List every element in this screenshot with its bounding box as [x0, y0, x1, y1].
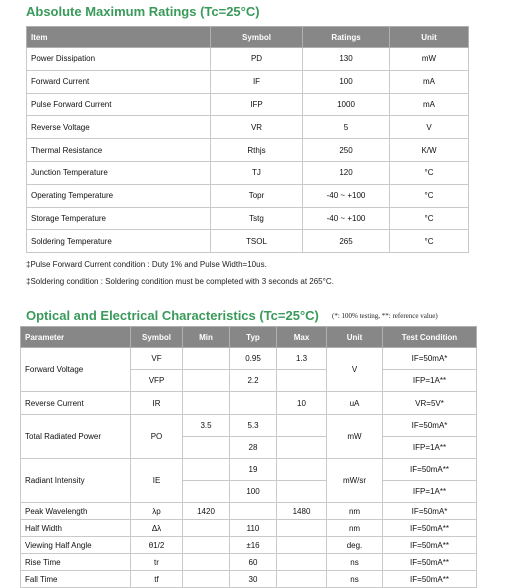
column-header: Unit — [327, 327, 383, 348]
table-row — [21, 520, 477, 537]
cell-max: 10 — [277, 392, 327, 415]
cell-max — [277, 459, 327, 481]
cell-typ: ±16 — [230, 537, 277, 554]
cell-unit: mA — [390, 70, 469, 93]
cell-rating: 250 — [303, 139, 390, 162]
cell-unit: uA — [327, 392, 383, 415]
table-row — [27, 93, 469, 116]
cell-min — [183, 537, 230, 554]
cell-parameter: Rise Time — [21, 554, 131, 571]
cell-condition: IF=50mA* — [383, 348, 477, 370]
table-row — [21, 415, 477, 437]
cell-symbol: IF — [211, 70, 303, 93]
cell-unit: °C — [390, 230, 469, 253]
cell-rating: 1000 — [303, 93, 390, 116]
cell-symbol: λp — [131, 503, 183, 520]
cell-parameter: Fall Time — [21, 571, 131, 588]
cell-min: 3.5 — [183, 415, 230, 437]
cell-typ: 19 — [230, 459, 277, 481]
table-row — [27, 230, 469, 253]
cell-item: Junction Temperature — [27, 161, 211, 184]
cell-condition: IFP=1A** — [383, 370, 477, 392]
cell-unit: mW — [390, 48, 469, 71]
section2-title: Optical and Electrical Characteristics (Tc=25°C) — [26, 308, 319, 323]
cell-parameter: Forward Voltage — [21, 348, 131, 392]
cell-max — [277, 415, 327, 437]
cell-item: Thermal Resistance — [27, 139, 211, 162]
cell-max — [277, 481, 327, 503]
cell-max — [277, 370, 327, 392]
cell-symbol: IR — [131, 392, 183, 415]
cell-parameter: Radiant Intensity — [21, 459, 131, 503]
cell-unit: mW/sr — [327, 459, 383, 503]
table-row — [21, 537, 477, 554]
cell-unit: °C — [390, 161, 469, 184]
cell-unit: nm — [327, 503, 383, 520]
table-row — [21, 503, 477, 520]
cell-typ: 0.95 — [230, 348, 277, 370]
cell-symbol: TSOL — [211, 230, 303, 253]
cell-condition: IF=50mA* — [383, 415, 477, 437]
cell-symbol: VFP — [131, 370, 183, 392]
cell-max: 1.3 — [277, 348, 327, 370]
column-header: Min — [183, 327, 230, 348]
cell-unit: mA — [390, 93, 469, 116]
cell-rating: 120 — [303, 161, 390, 184]
cell-parameter: Reverse Current — [21, 392, 131, 415]
cell-symbol: Rthjs — [211, 139, 303, 162]
table-row — [27, 207, 469, 230]
cell-min — [183, 348, 230, 370]
footnote: ‡Pulse Forward Current condition : Duty 1% and Pulse Width=10us. — [26, 260, 267, 269]
cell-condition: VR=5V* — [383, 392, 477, 415]
cell-typ — [230, 503, 277, 520]
cell-typ: 110 — [230, 520, 277, 537]
cell-item: Operating Temperature — [27, 184, 211, 207]
cell-rating: -40 ~ +100 — [303, 184, 390, 207]
cell-rating: 130 — [303, 48, 390, 71]
cell-min — [183, 392, 230, 415]
cell-item: Reverse Voltage — [27, 116, 211, 139]
cell-condition: IF=50mA** — [383, 554, 477, 571]
cell-min — [183, 481, 230, 503]
absolute-max-ratings-table — [26, 26, 469, 253]
cell-symbol: VF — [131, 348, 183, 370]
table-row — [21, 392, 477, 415]
column-header: Item — [27, 27, 211, 48]
table-row — [27, 116, 469, 139]
cell-symbol: θ1/2 — [131, 537, 183, 554]
cell-min — [183, 571, 230, 588]
cell-unit: °C — [390, 184, 469, 207]
cell-symbol: IE — [131, 459, 183, 503]
cell-max — [277, 520, 327, 537]
cell-typ: 2.2 — [230, 370, 277, 392]
cell-unit: V — [390, 116, 469, 139]
cell-unit: nm — [327, 520, 383, 537]
column-header: Symbol — [211, 27, 303, 48]
cell-symbol: Tstg — [211, 207, 303, 230]
cell-typ: 30 — [230, 571, 277, 588]
cell-parameter: Viewing Half Angle — [21, 537, 131, 554]
cell-rating: 5 — [303, 116, 390, 139]
cell-unit: °C — [390, 207, 469, 230]
cell-item: Soldering Temperature — [27, 230, 211, 253]
cell-unit: ns — [327, 554, 383, 571]
cell-symbol: tf — [131, 571, 183, 588]
cell-condition: IF=50mA** — [383, 537, 477, 554]
table-row — [21, 459, 477, 481]
table-row — [27, 184, 469, 207]
cell-max — [277, 571, 327, 588]
cell-max: 1480 — [277, 503, 327, 520]
cell-condition: IFP=1A** — [383, 481, 477, 503]
column-header: Parameter — [21, 327, 131, 348]
cell-parameter: Total Radiated Power — [21, 415, 131, 459]
cell-rating: -40 ~ +100 — [303, 207, 390, 230]
cell-min: 1420 — [183, 503, 230, 520]
cell-min — [183, 437, 230, 459]
table-row — [21, 348, 477, 370]
column-header: Symbol — [131, 327, 183, 348]
column-header: Test Condition — [383, 327, 477, 348]
table-row — [21, 554, 477, 571]
table-body — [27, 48, 469, 253]
cell-symbol: VR — [211, 116, 303, 139]
cell-min — [183, 459, 230, 481]
cell-parameter: Half Width — [21, 520, 131, 537]
cell-typ — [230, 392, 277, 415]
cell-symbol: TJ — [211, 161, 303, 184]
cell-item: Storage Temperature — [27, 207, 211, 230]
cell-max — [277, 554, 327, 571]
cell-condition: IF=50mA** — [383, 459, 477, 481]
cell-unit: mW — [327, 415, 383, 459]
cell-symbol: PD — [211, 48, 303, 71]
cell-typ: 60 — [230, 554, 277, 571]
table-row — [21, 571, 477, 588]
cell-rating: 100 — [303, 70, 390, 93]
column-header: Ratings — [303, 27, 390, 48]
table-row — [27, 139, 469, 162]
cell-item: Pulse Forward Current — [27, 93, 211, 116]
section1-title: Absolute Maximum Ratings (Tc=25°C) — [26, 4, 260, 19]
cell-min — [183, 370, 230, 392]
cell-max — [277, 537, 327, 554]
optical-electrical-table — [20, 326, 477, 588]
cell-symbol: Topr — [211, 184, 303, 207]
cell-item: Power Dissipation — [27, 48, 211, 71]
cell-symbol: tr — [131, 554, 183, 571]
cell-symbol: IFP — [211, 93, 303, 116]
cell-rating: 265 — [303, 230, 390, 253]
cell-parameter: Peak Wavelength — [21, 503, 131, 520]
cell-typ: 28 — [230, 437, 277, 459]
cell-symbol: Δλ — [131, 520, 183, 537]
column-header: Typ — [230, 327, 277, 348]
table-row — [27, 48, 469, 71]
cell-condition: IF=50mA* — [383, 503, 477, 520]
column-header: Max — [277, 327, 327, 348]
cell-min — [183, 554, 230, 571]
cell-unit: K/W — [390, 139, 469, 162]
table-body-tail — [21, 503, 477, 588]
cell-max — [277, 437, 327, 459]
cell-symbol: PO — [131, 415, 183, 459]
cell-unit: deg. — [327, 537, 383, 554]
testing-legend: (*: 100% testing, **: reference value) — [332, 312, 438, 320]
column-header: Unit — [390, 27, 469, 48]
cell-condition: IF=50mA** — [383, 520, 477, 537]
cell-item: Forward Current — [27, 70, 211, 93]
cell-min — [183, 520, 230, 537]
cell-condition: IFP=1A** — [383, 437, 477, 459]
cell-unit: ns — [327, 571, 383, 588]
cell-typ: 100 — [230, 481, 277, 503]
cell-unit: V — [327, 348, 383, 392]
table-row — [27, 161, 469, 184]
footnote: ‡Soldering condition : Soldering condition must be completed with 3 seconds at 265°C. — [26, 277, 334, 286]
cell-typ: 5.3 — [230, 415, 277, 437]
table-row — [27, 70, 469, 93]
cell-condition: IF=50mA** — [383, 571, 477, 588]
